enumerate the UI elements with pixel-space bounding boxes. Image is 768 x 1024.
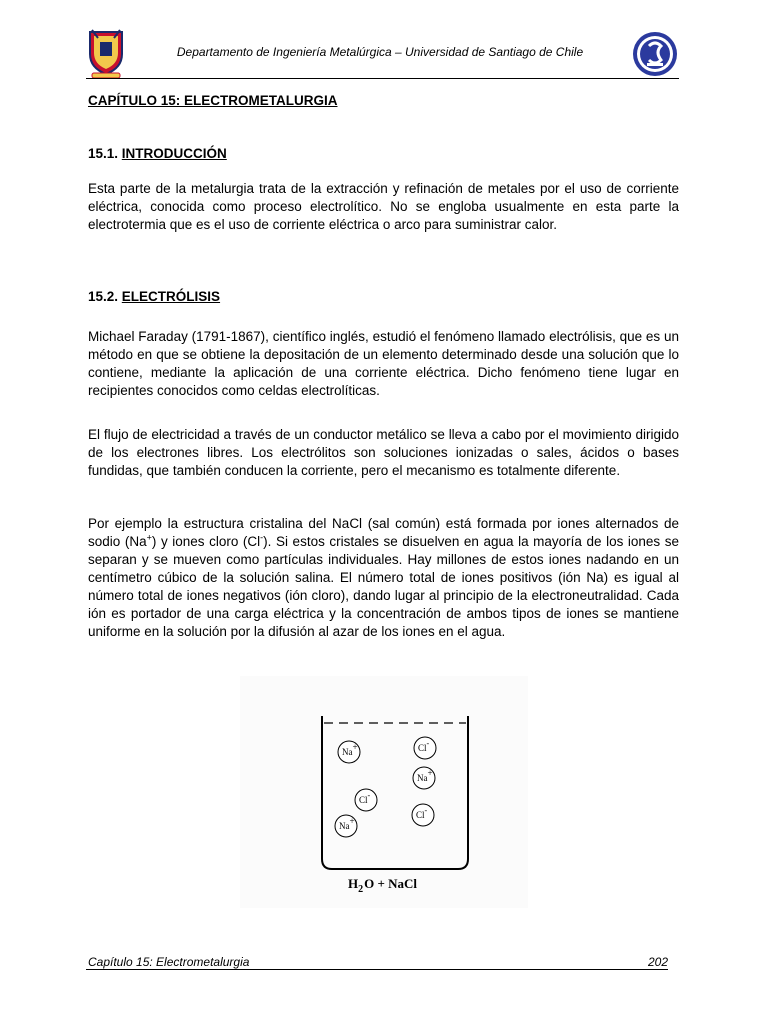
svg-text:Cl-: Cl- — [359, 791, 371, 805]
svg-text:Cl-: Cl- — [416, 806, 428, 820]
footer-page-number: 202 — [647, 955, 668, 969]
chloride-charge-superscript: - — [260, 532, 264, 543]
svg-text:Na+: Na+ — [417, 768, 433, 783]
header-rule — [86, 78, 679, 79]
paragraph-nacl — [88, 515, 679, 641]
header-department: Departamento de Ingeniería Metalúrgica – Universidad de Santiago de Chile — [176, 45, 584, 59]
sodium-ion-2 — [413, 767, 435, 789]
svg-text:Cl-: Cl- — [418, 739, 430, 753]
paragraph-nacl-text-1: Por ejemplo la estructura cristalina del NaCl (sal común) está formada por iones alternados de sodio (Na — [88, 516, 679, 549]
section-title: INTRODUCCIÓN — [121, 146, 227, 161]
department-seal-icon — [631, 30, 679, 78]
section-number: 15.1. — [88, 146, 119, 161]
section-heading-introduccion — [88, 146, 227, 161]
university-crest-icon — [86, 28, 126, 80]
paragraph-faraday: Michael Faraday (1791-1867), científico inglés, estudió el fenómeno llamado electrólisis, que es un método en que se obtiene la depositación de un elemento determinado desde una solución que lo contiene, mediante la aplicación de una corriente eléctrica. Dicho fenómeno tiene lugar en recipientes conocidos como celdas electrolíticas. — [88, 329, 679, 398]
chapter-title: CAPÍTULO 15: ELECTROMETALURGIA — [88, 93, 338, 108]
sodium-ion-1 — [338, 741, 360, 763]
paragraph-nacl-text-2: ) y iones cloro (Cl — [151, 534, 261, 549]
sodium-charge-superscript: + — [146, 532, 152, 543]
chloride-ion-1 — [414, 737, 436, 759]
electrolyte-solution-figure — [240, 676, 528, 908]
svg-text:Na+: Na+ — [342, 742, 358, 757]
beaker-outline — [322, 716, 468, 869]
paragraph-flujo: El flujo de electricidad a través de un conductor metálico se lleva a cabo por el movimiento dirigido de los electrones libres. Los electrólitos son soluciones ionizadas o sales, ácidos o bases fundidas, que también conducen la corriente, pero el mecanismo es totalmente diferente. — [88, 427, 679, 478]
paragraph-introduccion: Esta parte de la metalurgia trata de la extracción y refinación de metales por el uso de corriente eléctrica, conocida como proceso electrolítico. No se engloba usualmente en esta parte la electrotermia que es el uso de corriente eléctrica o arco para suministrar calor. — [88, 181, 679, 232]
paragraph-nacl-text-3: ). Si estos cristales se disuelven en agua la mayoría de los iones se separan y se mueven como partículas individuales. Hay millones de estos iones nadando en un centímetro cúbico de la solución salina. El número total de iones positivos (ión Na) es igual al número total de iones negativos (ión cloro), dando lugar al principio de la electroneutralidad. Cada ión es portador de una carga eléctrica y la concentración de ambos tipos de iones se mantiene uniforme en la solución por la difusión al azar de los iones en el agua. — [88, 534, 680, 639]
section-title: ELECTRÓLISIS — [121, 289, 221, 304]
sodium-ion-3 — [335, 815, 357, 837]
chloride-ion-2 — [355, 789, 377, 811]
section-heading-electrolisis — [88, 289, 220, 304]
section-number: 15.2. — [88, 289, 119, 304]
svg-text:Na+: Na+ — [339, 816, 355, 831]
footer-chapter: Capítulo 15: Electrometalurgia — [88, 955, 250, 969]
figure-caption: $H_2O$ + NaCl — [348, 876, 418, 895]
footer-rule — [86, 969, 668, 970]
chloride-ion-3 — [412, 804, 434, 826]
